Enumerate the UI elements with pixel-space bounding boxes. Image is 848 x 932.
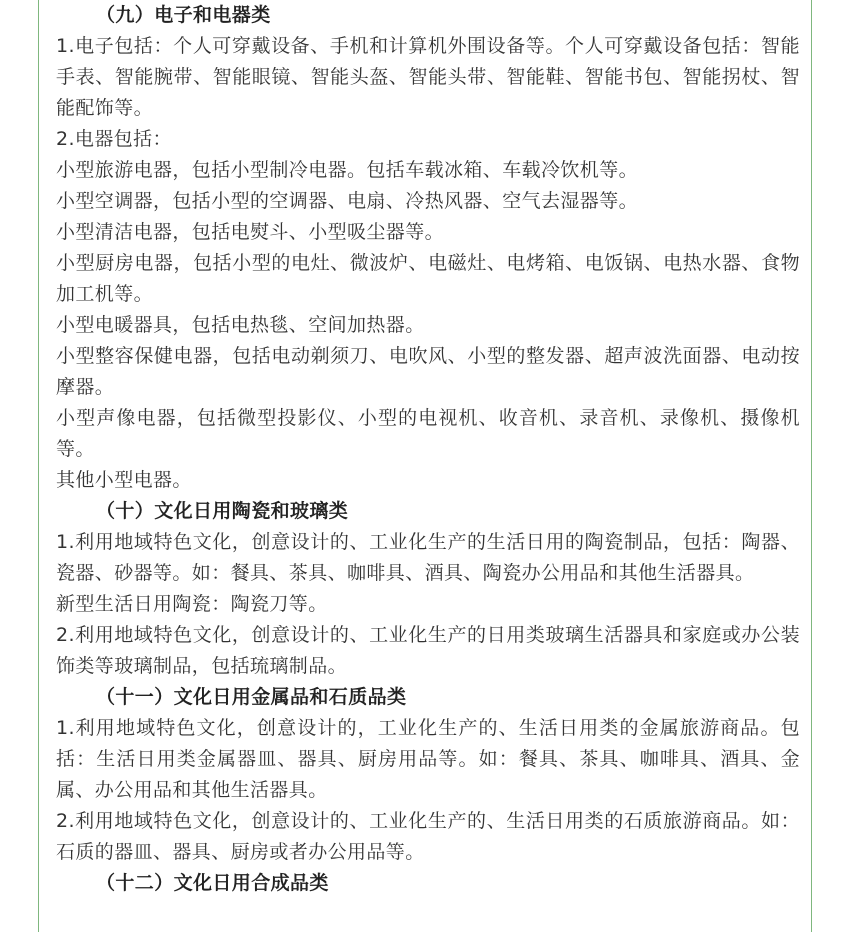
paragraph: 小型厨房电器，包括小型的电灶、微波炉、电磁灶、电烤箱、电饭锅、电热水器、食物加工机等。: [56, 252, 800, 305]
paragraph: 其他小型电器。: [56, 469, 192, 491]
paragraph: 小型空调器，包括小型的空调器、电扇、冷热风器、空气去湿器等。: [56, 190, 639, 212]
paragraph: 2.利用地域特色文化，创意设计的、工业化生产的日用类玻璃生活器具和家庭或办公装饰类等玻璃制品，包括琉璃制品。: [56, 624, 800, 677]
document-body: [56, 0, 800, 899]
paragraph: 1.利用地域特色文化，创意设计的、工业化生产的生活日用的陶瓷制品，包括：陶器、瓷器、砂器等。如：餐具、茶具、咖啡具、酒具、陶瓷办公用品和其他生活器具。: [56, 531, 800, 584]
paragraph: 1.电子包括：个人可穿戴设备、手机和计算机外围设备等。个人可穿戴设备包括：智能手表、智能腕带、智能眼镜、智能头盔、智能头带、智能鞋、智能书包、智能拐杖、智能配饰等。: [56, 35, 800, 119]
paragraph: 1.利用地域特色文化，创意设计的，工业化生产的、生活日用类的金属旅游商品。包括：生活日用类金属器皿、器具、厨房用品等。如：餐具、茶具、咖啡具、酒具、金属、办公用品和其他生活器具。: [56, 717, 800, 801]
paragraph: 2.利用地域特色文化，创意设计的、工业化生产的、生活日用类的石质旅游商品。如：石质的器皿、器具、厨房或者办公用品等。: [56, 810, 800, 863]
paragraph: 小型旅游电器，包括小型制冷电器。包括车载冰箱、车载冷饮机等。: [56, 159, 639, 181]
section-heading: （九）电子和电器类: [96, 4, 271, 26]
paragraph: 小型电暖器具，包括电热毯、空间加热器。: [56, 314, 425, 336]
paragraph: 小型清洁电器，包括电熨斗、小型吸尘器等。: [56, 221, 445, 243]
paragraph: 小型声像电器，包括微型投影仪、小型的电视机、收音机、录音机、录像机、摄像机等。: [56, 407, 800, 460]
paragraph: 新型生活日用陶瓷：陶瓷刀等。: [56, 593, 328, 615]
paragraph: 2.电器包括：: [56, 128, 172, 150]
section-heading: （十一）文化日用金属品和石质品类: [96, 686, 407, 708]
paragraph: 小型整容保健电器，包括电动剃须刀、电吹风、小型的整发器、超声波洗面器、电动按摩器。: [56, 345, 800, 398]
section-heading: （十二）文化日用合成品类: [96, 872, 329, 894]
section-heading: （十）文化日用陶瓷和玻璃类: [96, 500, 349, 522]
